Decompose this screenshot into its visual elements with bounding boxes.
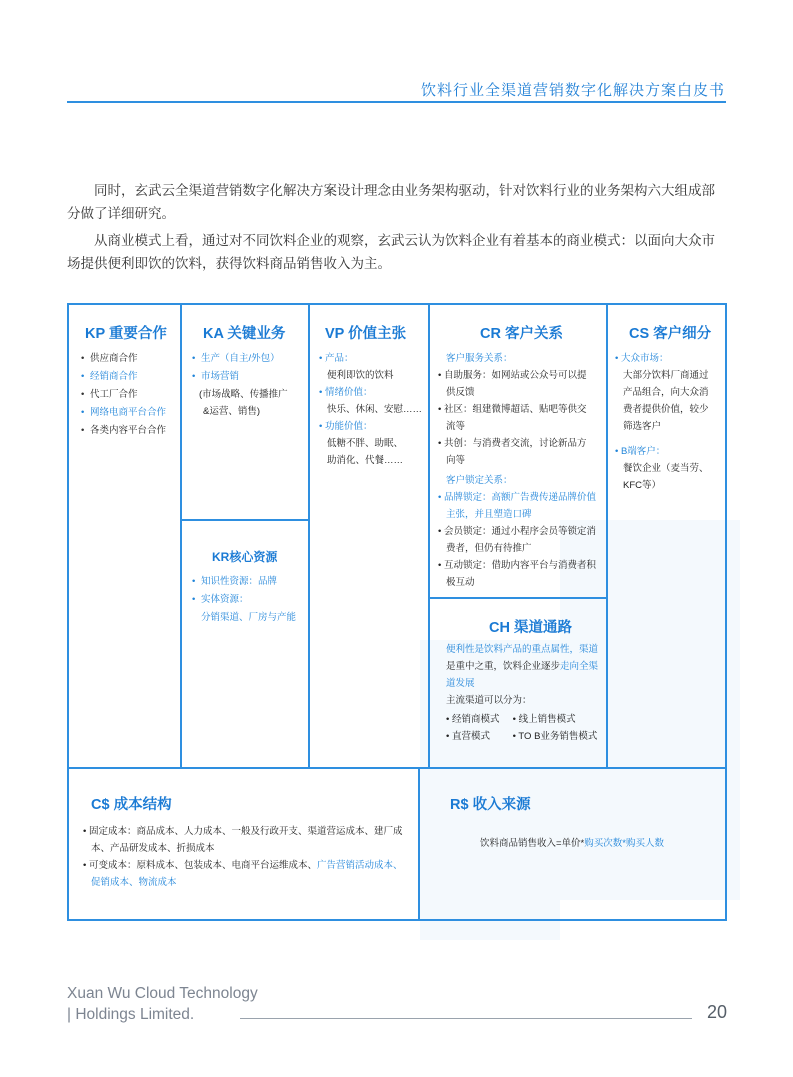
kp-item: • 经销商合作 xyxy=(81,368,166,386)
vp-title: VP 价值主张 xyxy=(325,326,407,342)
ka-detail-line: (市场战略、传播推广 xyxy=(199,389,288,400)
cs-text: KFC等） xyxy=(623,480,662,491)
kp-title: KP 重要合作 xyxy=(85,326,167,342)
kr-item: • 实体资源： xyxy=(192,591,277,609)
kp-item: • 网络电商平台合作 xyxy=(81,404,166,422)
header-divider xyxy=(67,101,726,103)
cs-title: CS 客户细分 xyxy=(629,326,712,342)
body-paragraph-2: 从商业模式上看，通过对不同饮料企业的观察，玄武云认为饮料企业有着基本的商业模式：以面向大众市场提供便利即饮的饮料，获得饮料商品销售收入为主。 xyxy=(67,233,715,271)
ch-line-text: 是重中之重，饮料企业逐步 xyxy=(446,661,561,672)
cost-line: 本、产品研发成本、折损成本 xyxy=(91,843,215,854)
vp-text: 助消化、代餐…… xyxy=(327,455,404,466)
grid-line xyxy=(606,305,608,767)
footer-brand-line: | Holdings Limited. xyxy=(67,1006,195,1023)
ch-channel-row: • 经销商模式 • 线上销售模式 xyxy=(446,711,598,728)
kr-item-detail: 分销渠道、厂房与产能 xyxy=(201,612,297,623)
vp-label: • 产品： xyxy=(319,353,354,364)
ka-list xyxy=(192,350,280,386)
cr-line: 供反馈 xyxy=(446,387,475,398)
body-paragraph-1: 同时，玄武云全渠道营销数字化解决方案设计理念由业务架构驱动，针对饮料行业的业务架构六大组成部分做了详细研究。 xyxy=(67,183,715,221)
cs-content xyxy=(615,350,709,494)
footer-brand xyxy=(67,983,258,1025)
ka-title: KA 关键业务 xyxy=(203,326,286,342)
cost-line: 促销成本、物流成本 xyxy=(91,877,177,888)
cr-line: • 互动锁定：借助内容平台与消费者积 xyxy=(438,560,596,571)
cr-line-text: 社区：组建微博超话、贴吧等供交 xyxy=(443,404,587,415)
cr-content xyxy=(438,350,596,591)
vp-content xyxy=(319,350,422,469)
grid-line xyxy=(69,767,725,769)
cr-line: • 品牌锁定：高额广告费传递品牌价值 xyxy=(438,492,596,503)
cs-text: 大部分饮料厂商通过 xyxy=(623,370,709,381)
cost-line-text: 可变成本：原料成本、包装成本、电商平台运维成本、 xyxy=(88,860,317,871)
ch-line: 道发展 xyxy=(446,678,475,689)
cr-line-text: 共创：与消费者交流，讨论新品方 xyxy=(443,438,587,449)
cr-line: • 会员锁定：通过小程序会员等锁定消 xyxy=(438,526,596,537)
cost-line-text: 固定成本：商品成本、人力成本、一般及行政开支、渠道营运成本、建厂成 xyxy=(88,826,403,837)
cs-text: 产品组合，向大众消 xyxy=(623,387,709,398)
cost-line-highlight: 广告营销活动成本、 xyxy=(316,860,403,871)
vp-label: • 情绪价值： xyxy=(319,387,373,398)
cr-line: • 社区：组建微博超话、贴吧等供交 xyxy=(438,404,587,415)
ch-line-highlight: 走向全渠 xyxy=(560,661,599,672)
grid-line xyxy=(428,597,608,599)
ch-channel-row: • 直营模式 • TO B业务销售模式 xyxy=(446,728,598,745)
cr-line: 向等 xyxy=(446,455,466,466)
cr-section-label: 客户锁定关系： xyxy=(446,475,513,486)
cr-line-text: 互动锁定：借助内容平台与消费者积 xyxy=(443,560,596,571)
grid-line xyxy=(180,305,182,767)
kp-item: • 供应商合作 xyxy=(81,350,166,368)
vp-label-text: 情绪价值： xyxy=(324,387,373,398)
revenue-title: R$ 收入来源 xyxy=(450,797,531,813)
ka-item: • 市场营销 xyxy=(192,368,280,386)
header-title: 饮料行业全渠道营销数字化解决方案白皮书 xyxy=(420,82,725,99)
vp-text: 低糖不胖、助眠、 xyxy=(327,438,404,449)
revenue-formula-highlight: 购买次数*购买人数 xyxy=(584,838,664,849)
cr-line: 极互动 xyxy=(446,577,475,588)
vp-text: 快乐、休闲、安慰…… xyxy=(327,404,423,415)
vp-label: • 功能价值： xyxy=(319,421,373,432)
ch-line: 便利性是饮料产品的重点属性，渠道 xyxy=(446,644,599,655)
ka-item: • 生产（自主/外包） xyxy=(192,350,280,368)
cs-text: 餐饮企业（麦当劳、 xyxy=(623,463,709,474)
vp-text: 便利即饮的饮料 xyxy=(327,370,394,381)
kp-item: • 代工厂合作 xyxy=(81,386,166,404)
ch-channel: TO B业务销售模式 xyxy=(518,731,598,742)
cs-text: 筛选客户 xyxy=(623,421,662,432)
kr-title: KR核心资源 xyxy=(212,550,278,564)
cr-line-text: 自助服务：如网站或公众号可以提 xyxy=(443,370,587,381)
cs-text: 费者提供价值，较少 xyxy=(623,404,709,415)
grid-line xyxy=(180,519,310,521)
cost-title: C$ 成本结构 xyxy=(91,797,172,813)
ch-channel: 直营模式 xyxy=(451,731,490,742)
kp-item: • 各类内容平台合作 xyxy=(81,422,166,440)
grid-line xyxy=(418,767,420,919)
page-number: 20 xyxy=(706,1002,727,1022)
ch-content xyxy=(446,641,598,745)
cost-line: • 固定成本：商品成本、人力成本、一般及行政开支、渠道营运成本、建厂成 xyxy=(83,826,403,837)
cr-line: 主张，并且塑造口碑 xyxy=(446,509,532,520)
business-model-canvas xyxy=(67,303,727,921)
vp-label-text: 功能价值： xyxy=(324,421,373,432)
cr-line: • 共创：与消费者交流，讨论新品方 xyxy=(438,438,587,449)
cs-label: • B端客户： xyxy=(615,446,666,457)
cr-line: 流等 xyxy=(446,421,466,432)
cost-line: • 可变成本：原料成本、包装成本、电商平台运维成本、广告营销活动成本、 xyxy=(83,860,403,871)
cr-line-text: 会员锁定：通过小程序会员等锁定消 xyxy=(443,526,596,537)
cs-label-text: 大众市场： xyxy=(620,353,669,364)
kp-list xyxy=(81,350,166,440)
revenue-formula-text: 饮料商品销售收入=单价* xyxy=(480,838,585,849)
vp-label-text: 产品： xyxy=(324,353,354,364)
kr-item: • 知识性资源：品牌 xyxy=(192,573,277,591)
revenue-formula xyxy=(480,835,664,852)
ch-channel: 经销商模式 xyxy=(451,714,500,725)
grid-line xyxy=(428,305,430,767)
ch-line xyxy=(446,658,598,675)
cr-line: • 自助服务：如网站或公众号可以提 xyxy=(438,370,587,381)
footer-brand-line: Xuan Wu Cloud Technology xyxy=(67,985,258,1002)
ch-title: CH 渠道通路 xyxy=(489,620,572,636)
cs-label: • 大众市场： xyxy=(615,353,669,364)
kr-list xyxy=(192,573,277,609)
cost-content xyxy=(83,823,403,891)
grid-line xyxy=(308,305,310,767)
ka-detail-line: &运营、销售) xyxy=(203,406,261,417)
ka-item-detail xyxy=(199,386,288,420)
cr-line: 费者，但仍有待推广 xyxy=(446,543,532,554)
footer-divider xyxy=(240,1018,692,1019)
cr-title: CR 客户关系 xyxy=(480,326,563,342)
cr-section-label: 客户服务关系： xyxy=(446,353,513,364)
ch-channel: 线上销售模式 xyxy=(518,714,576,725)
cs-label-text: B端客户： xyxy=(620,446,666,457)
cr-line-text: 品牌锁定：高额广告费传递品牌价值 xyxy=(443,492,596,503)
ch-line: 主流渠道可以分为： xyxy=(446,695,532,706)
